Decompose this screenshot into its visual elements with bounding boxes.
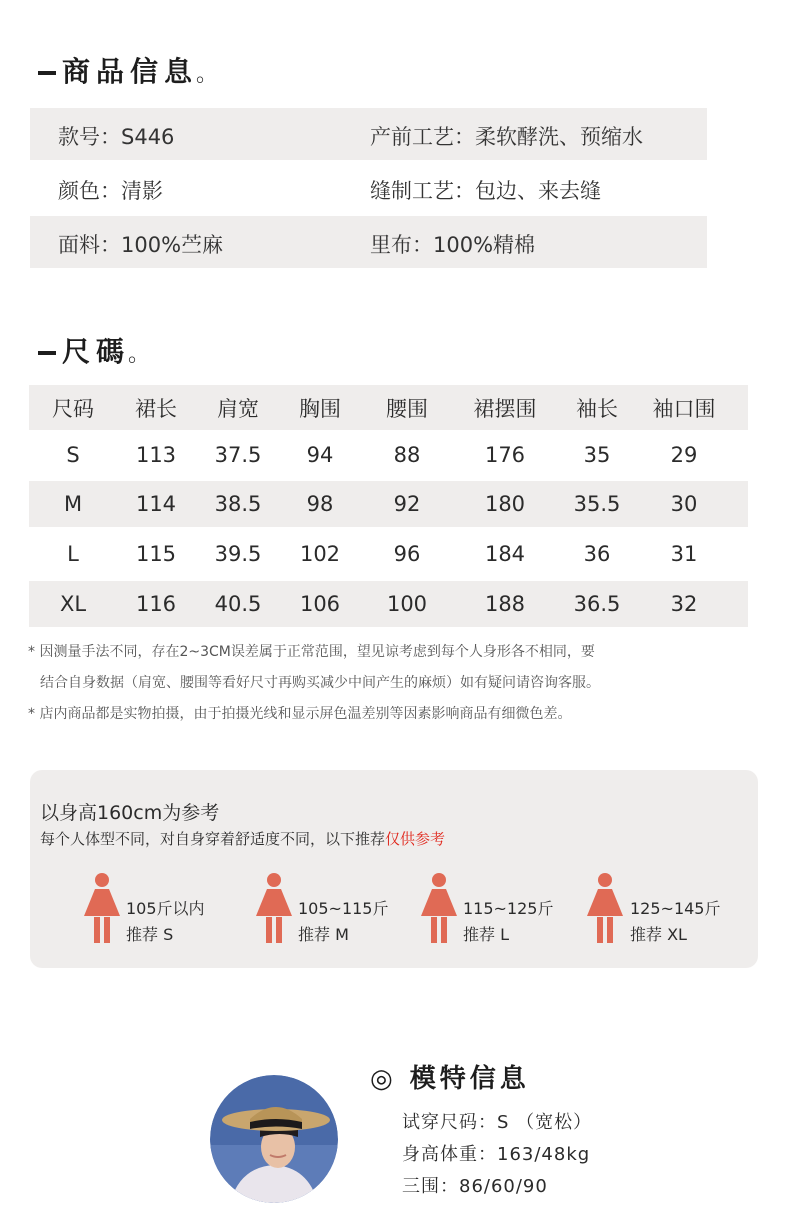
model-info-title: ◎ 模特信息 bbox=[370, 1064, 530, 1094]
table-cell: 98 bbox=[306, 492, 334, 516]
reference-subtitle: 每个人体型不同，对自身穿着舒适度不同，以下推荐仅供参考 bbox=[40, 830, 446, 848]
recommend-item: 105~115斤 推荐 M bbox=[298, 899, 389, 944]
table-cell: 115 bbox=[135, 542, 177, 566]
title-dash bbox=[38, 71, 56, 75]
header-cell: 裙摆围 bbox=[473, 396, 537, 421]
measurement-note: 结合自身数据（肩宽、腰围等看好尺寸再购买减少中间产生的麻烦）如有疑问请咨询客服。 bbox=[40, 675, 600, 691]
sewing-process: 缝制工艺：包边、来去缝 bbox=[370, 179, 601, 203]
model-size: 试穿尺码：S （宽松） bbox=[402, 1112, 593, 1133]
size-cell: M bbox=[63, 492, 83, 516]
size-table bbox=[29, 385, 748, 627]
header-cell: 腰围 bbox=[386, 396, 428, 421]
table-cell: 188 bbox=[484, 592, 526, 616]
table-cell: 38.5 bbox=[214, 492, 262, 516]
table-cell: 100 bbox=[386, 592, 428, 616]
lining: 里布：100%精棉 bbox=[370, 233, 536, 257]
table-cell: 96 bbox=[393, 542, 421, 566]
table-cell: 114 bbox=[135, 492, 177, 516]
recommend-item: 125~145斤 推荐 XL bbox=[630, 899, 721, 944]
table-cell: 88 bbox=[393, 443, 421, 467]
title-dash bbox=[38, 351, 56, 355]
size-cell: L bbox=[67, 542, 79, 566]
size-cell: S bbox=[66, 443, 80, 467]
table-cell: 30 bbox=[670, 492, 698, 516]
product-info-title: 商品信息。 bbox=[38, 50, 224, 90]
size-recommendation-panel bbox=[30, 770, 758, 968]
info-row bbox=[30, 162, 707, 214]
fabric: 面料：100%苎麻 bbox=[58, 233, 224, 257]
table-row bbox=[29, 481, 748, 527]
size-cell: XL bbox=[59, 592, 87, 616]
woman-figure-icon bbox=[585, 872, 625, 944]
color-note: * 店内商品都是实物拍摄，由于拍摄光线和显示屏色温差别等因素影响商品有细微色差。 bbox=[28, 706, 572, 722]
table-row bbox=[29, 430, 748, 480]
table-cell: 176 bbox=[484, 443, 526, 467]
table-cell: 39.5 bbox=[214, 542, 262, 566]
model-measurements: 三围：86/60/90 bbox=[402, 1176, 548, 1197]
table-cell: 35 bbox=[583, 443, 611, 467]
size-chart-title: 尺碼。 bbox=[38, 330, 156, 370]
header-cell: 裙长 bbox=[135, 396, 177, 421]
table-cell: 31 bbox=[670, 542, 698, 566]
woman-figure-icon bbox=[254, 872, 294, 944]
table-cell: 180 bbox=[484, 492, 526, 516]
woman-figure-icon bbox=[82, 872, 122, 944]
table-row bbox=[29, 527, 748, 581]
table-cell: 35.5 bbox=[573, 492, 621, 516]
model-avatar bbox=[210, 1075, 338, 1203]
style-number: 款号：S446 bbox=[58, 125, 175, 149]
woman-figure-icon bbox=[419, 872, 459, 944]
info-row bbox=[30, 108, 707, 160]
info-row bbox=[30, 216, 707, 268]
table-row bbox=[29, 581, 748, 627]
color: 颜色：清影 bbox=[58, 179, 163, 203]
header-cell: 尺码 bbox=[52, 396, 94, 421]
reference-highlight: 仅供参考 bbox=[385, 830, 446, 848]
header-cell: 袖口围 bbox=[652, 396, 716, 421]
table-cell: 32 bbox=[670, 592, 698, 616]
table-cell: 184 bbox=[484, 542, 526, 566]
table-cell: 92 bbox=[393, 492, 421, 516]
table-cell: 29 bbox=[670, 443, 698, 467]
table-cell: 106 bbox=[299, 592, 341, 616]
header-cell: 袖长 bbox=[576, 396, 618, 421]
header-cell: 肩宽 bbox=[217, 396, 259, 421]
header-cell: 胸围 bbox=[299, 396, 341, 421]
recommend-item: 105斤以内 推荐 S bbox=[126, 899, 205, 944]
table-cell: 113 bbox=[135, 443, 177, 467]
reference-title: 以身高160cm为参考 bbox=[40, 802, 220, 824]
table-cell: 102 bbox=[299, 542, 341, 566]
table-cell: 36.5 bbox=[573, 592, 621, 616]
size-table-header bbox=[29, 385, 748, 430]
table-cell: 40.5 bbox=[214, 592, 262, 616]
table-cell: 37.5 bbox=[214, 443, 262, 467]
model-height-weight: 身高体重：163/48kg bbox=[402, 1144, 591, 1165]
recommend-item: 115~125斤 推荐 L bbox=[463, 899, 554, 944]
table-cell: 94 bbox=[306, 443, 334, 467]
table-cell: 116 bbox=[135, 592, 177, 616]
pre-process: 产前工艺：柔软酵洗、预缩水 bbox=[370, 125, 643, 149]
measurement-note: * 因测量手法不同，存在2~3CM误差属于正常范围，望见谅考虑到每个人身形各不相同，要 bbox=[28, 644, 595, 660]
table-cell: 36 bbox=[583, 542, 611, 566]
